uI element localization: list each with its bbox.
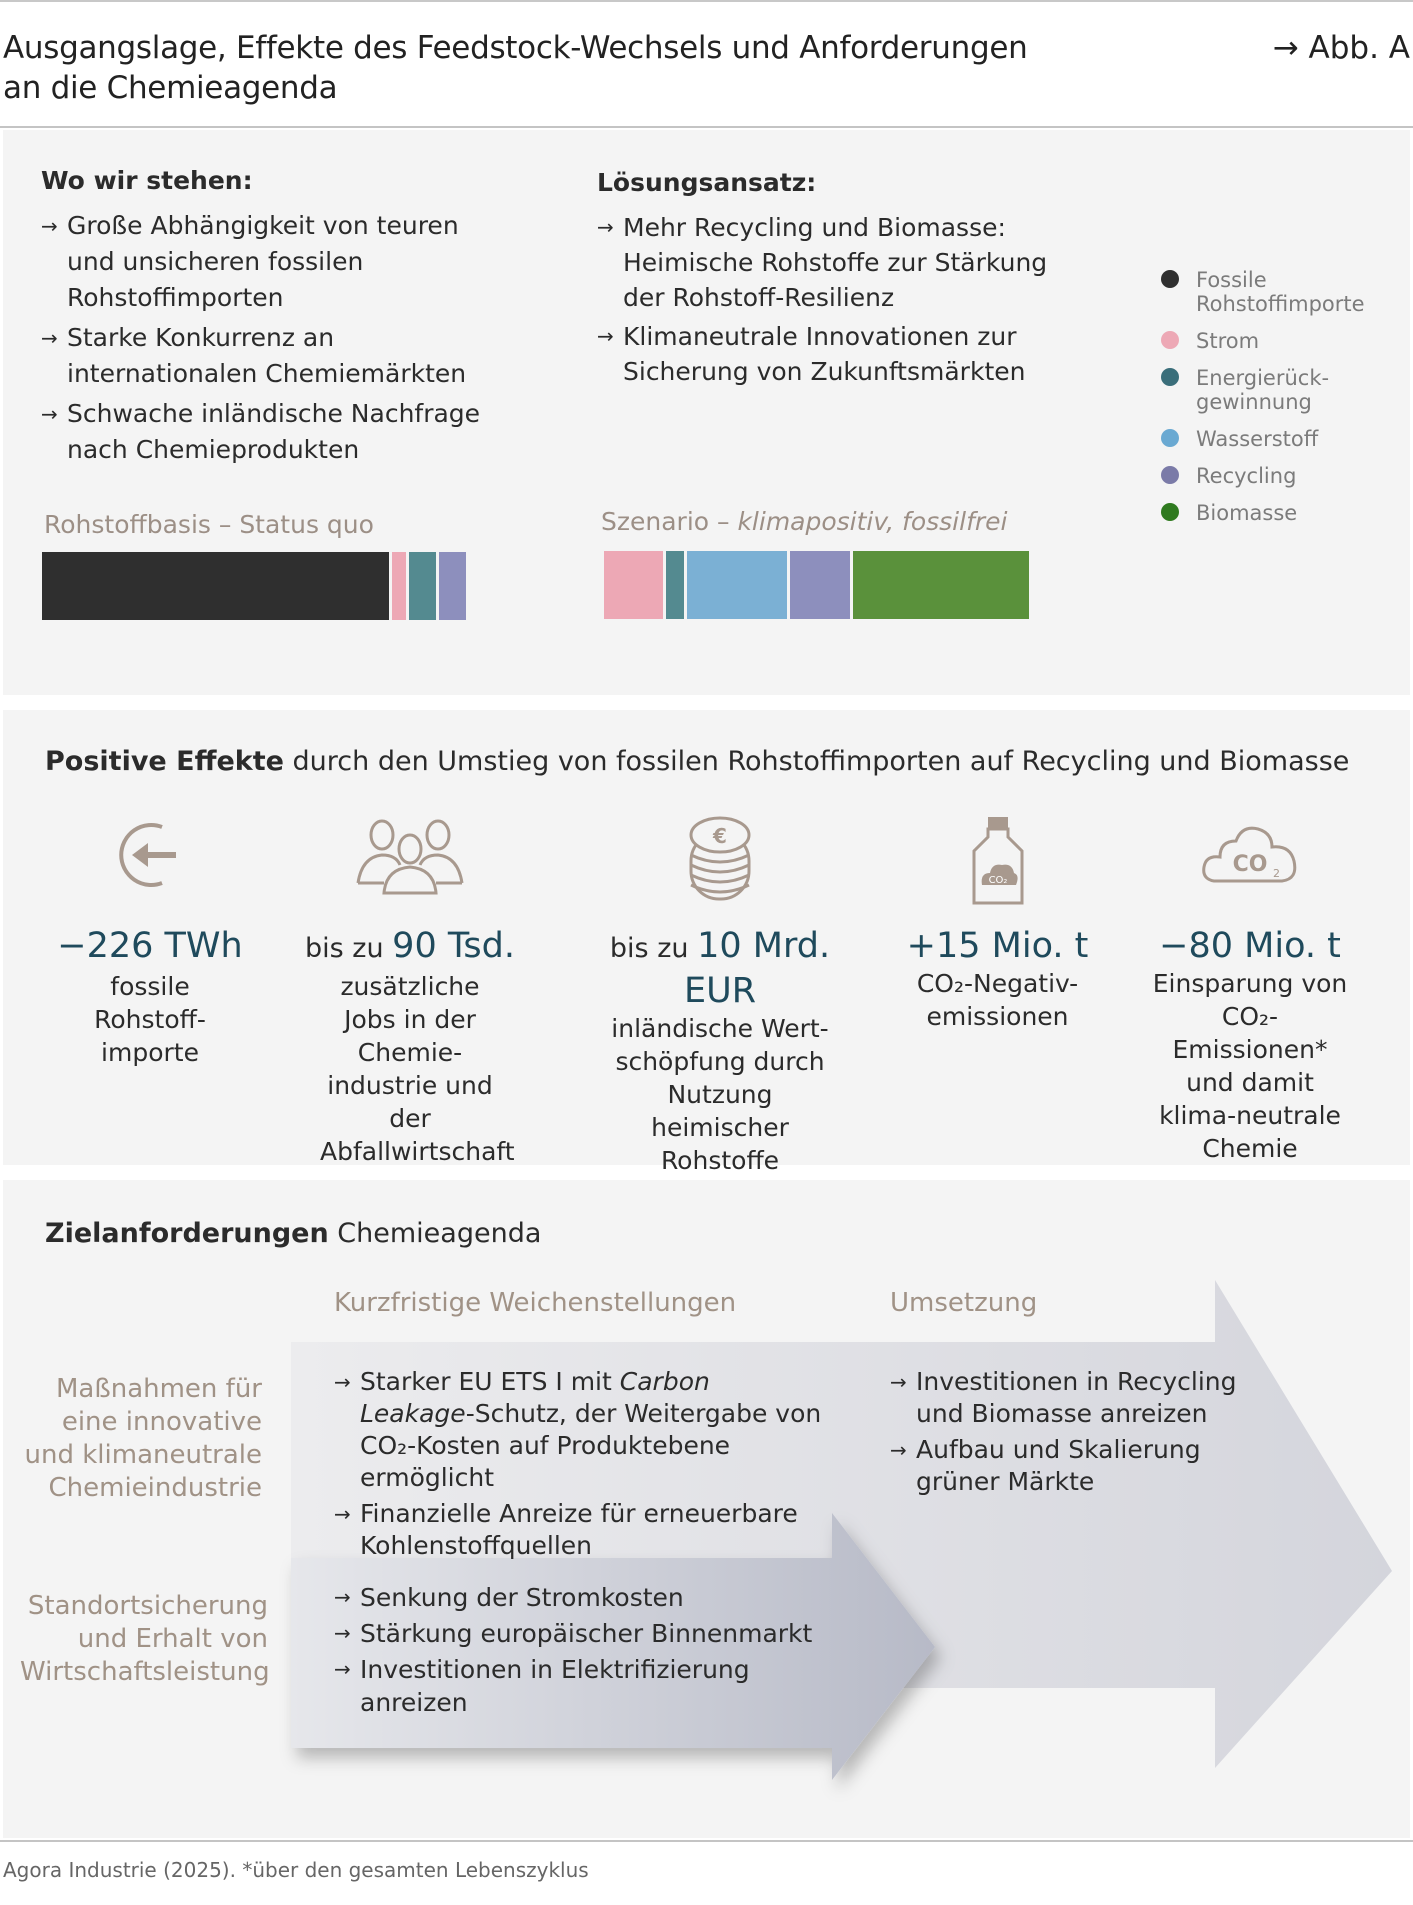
row2-short-term-bullets — [334, 1581, 814, 1723]
legend-label: Strom — [1196, 329, 1260, 353]
top-rule — [0, 0, 1413, 2]
column-heading-short-term: Kurzfristige Weichenstellungen — [334, 1288, 737, 1318]
source-note: Agora Industrie (2025). *über den gesamten Lebenszyklus — [3, 1858, 589, 1882]
effect-value: +15 Mio. t — [906, 926, 1089, 966]
legend-label: Fossile Rohstoffimporte — [1196, 268, 1365, 316]
solution-bullet: → Mehr Recycling und Biomasse: Heimische Rohstoffe zur Stärkung der Rohstoff-Resilienz — [597, 210, 1077, 315]
effect-description: fossile Rohstoff-importe — [94, 972, 206, 1067]
arrow-right-icon: → — [597, 324, 614, 348]
svg-text:CO₂: CO₂ — [988, 875, 1007, 886]
bar-segment-wasserstoff — [687, 551, 790, 619]
situation-bullet: → Starke Konkurrenz an internationalen Chemiemärkten — [41, 320, 511, 392]
svg-text:CO: CO — [1232, 852, 1268, 877]
effect-value: 10 Mrd. EUR — [683, 926, 831, 1011]
arrow-right-icon: → — [41, 214, 58, 238]
legend-label: Biomasse — [1196, 501, 1298, 525]
legend-item — [1161, 268, 1391, 316]
effect-value: 90 Tsd. — [392, 926, 515, 966]
situation-bullet: → Schwache inländische Nachfrage nach Chemieprodukten — [41, 396, 511, 468]
status-quo-caption: Rohstoffbasis – Status quo — [44, 510, 374, 539]
bar-segment-strom — [392, 552, 409, 620]
solution-bullet: → Klimaneutrale Innovationen zur Sicherung von Zukunftsmärkten — [597, 319, 1077, 389]
arrow-right-icon: → — [334, 1585, 351, 1609]
arrow-right-icon: → — [597, 215, 614, 239]
column-heading-implementation: Umsetzung — [890, 1288, 1038, 1318]
situation-bullets — [41, 208, 511, 472]
row-label-location: Standortsicherung und Erhalt von Wirtschaftsleistung — [20, 1591, 270, 1687]
effect-description: CO₂-Negativ-emissionen — [916, 969, 1079, 1031]
requirement-bullet: → Senkung der Stromkosten — [334, 1583, 684, 1612]
euro-coins-icon — [575, 815, 865, 925]
bar-segment-energierückgewinnung — [666, 551, 687, 619]
arrow-right-icon: → — [334, 1502, 351, 1526]
figure-reference: → Abb. A — [1272, 30, 1410, 66]
arrow-right-icon: → — [334, 1621, 351, 1645]
arrow-right-icon: → — [334, 1370, 351, 1394]
effect-item: € bis zu 10 Mrd. EUR inländische Wert-schöpfung durch Nutzung heimischer Rohstoffe — [575, 815, 865, 1177]
co2-cloud-icon — [1120, 815, 1380, 925]
effect-description: inländische Wert-schöpfung durch Nutzung heimischer Rohstoffe — [611, 1014, 829, 1175]
legend-dot-icon — [1161, 331, 1179, 349]
requirement-bullet: → Aufbau und Skalierung grüner Märkte — [890, 1435, 1201, 1496]
effect-item — [890, 815, 1105, 1033]
bar-segment-energierückgewinnung — [409, 552, 439, 620]
effect-item — [30, 815, 270, 1069]
scenario-bar — [602, 551, 1032, 619]
bar-segment-recycling — [790, 551, 854, 619]
arrow-right-icon: → — [890, 1370, 907, 1394]
bar-segment-strom — [604, 551, 666, 619]
requirement-bullet: → Starker EU ETS I mit Carbon Leakage-Schutz, der Weitergabe von CO₂-Kosten auf Produktebene ermöglicht — [334, 1367, 822, 1492]
legend-label: Recycling — [1196, 464, 1297, 488]
legend-dot-icon — [1161, 466, 1179, 484]
arrow-right-icon: → — [890, 1438, 907, 1462]
legend-dot-icon — [1161, 429, 1179, 447]
figure-title: Ausgangslage, Effekte des Feedstock-Wechsels und Anforderungen an die Chemieagenda — [3, 30, 1028, 106]
requirement-bullet: → Investitionen in Recycling und Biomasse anreizen — [890, 1367, 1237, 1428]
header-rule — [0, 126, 1413, 128]
requirement-bullet: → Finanzielle Anreize für erneuerbare Kohlenstoffquellen — [334, 1499, 798, 1560]
effect-description: zusätzliche Jobs in der Chemie-industrie und der Abfallwirtschaft — [320, 972, 515, 1166]
people-icon — [290, 815, 530, 925]
legend-dot-icon — [1161, 503, 1179, 521]
solution-bullets — [597, 210, 1077, 393]
legend-item — [1161, 464, 1391, 488]
import-arrow-icon — [30, 815, 270, 925]
effect-item: bis zu 90 Tsd. zusätzliche Jobs in der Chemie-industrie und der Abfallwirtschaft — [290, 815, 530, 1168]
svg-text:2: 2 — [1273, 867, 1280, 880]
requirements-heading: Zielanforderungen Chemieagenda — [45, 1218, 542, 1249]
effects-heading: Positive Effekte durch den Umstieg von fossilen Rohstoffimporten auf Recycling und Biomasse — [45, 746, 1350, 777]
scenario-caption: Szenario – klimapositiv, fossilfrei — [601, 507, 1008, 536]
bar-segment-biomasse — [853, 551, 1032, 619]
situation-bullet: → Große Abhängigkeit von teuren und unsicheren fossilen Rohstoffimporten — [41, 208, 511, 316]
legend-dot-icon — [1161, 270, 1179, 288]
situation-heading: Wo wir stehen: — [41, 166, 253, 195]
effect-item — [1120, 815, 1380, 1165]
legend-label: Energierück-gewinnung — [1196, 366, 1330, 414]
legend-item — [1161, 366, 1391, 414]
requirement-bullet: → Stärkung europäischer Binnenmarkt — [334, 1619, 813, 1648]
row1-implementation-bullets — [890, 1366, 1250, 1502]
arrow-right-icon: → — [41, 326, 58, 350]
co2-bottle-icon — [890, 815, 1105, 925]
effect-description: Einsparung von CO₂-Emissionen* und damit klima-neutrale Chemie — [1152, 969, 1348, 1163]
bar-segment-recycling — [439, 552, 469, 620]
legend-item — [1161, 329, 1391, 353]
legend-label: Wasserstoff — [1196, 427, 1319, 451]
status-quo-bar — [42, 552, 469, 620]
legend-item — [1161, 427, 1391, 451]
effect-value: −226 TWh — [57, 926, 243, 966]
arrow-right-icon: → — [334, 1657, 351, 1681]
legend-dot-icon — [1161, 368, 1179, 386]
legend — [1161, 268, 1391, 538]
legend-item — [1161, 501, 1391, 525]
solution-heading: Lösungsansatz: — [597, 168, 817, 197]
svg-text:€: € — [713, 824, 727, 848]
arrow-right-icon: → — [41, 402, 58, 426]
row-label-innovation: Maßnahmen für eine innovative und klimaneutrale Chemieindustrie — [24, 1374, 262, 1503]
footer-rule — [0, 1840, 1413, 1842]
effect-value: −80 Mio. t — [1159, 926, 1341, 966]
bar-segment-fossile-rohstoffimporte — [42, 552, 392, 620]
requirement-bullet: → Investitionen in Elektrifizierung anreizen — [334, 1655, 750, 1717]
row1-short-term-bullets — [334, 1366, 824, 1566]
